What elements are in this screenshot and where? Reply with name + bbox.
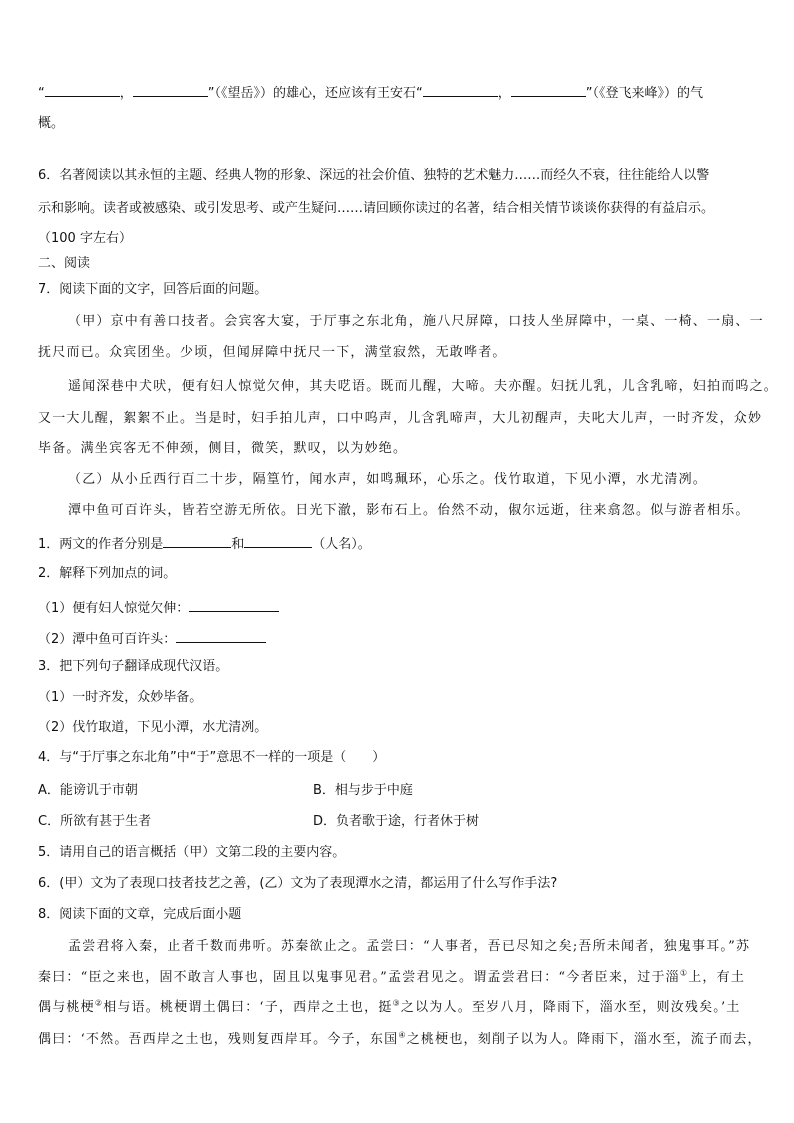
q6-line1: 6．名著阅读以其永恒的主题、经典人物的形象、深远的社会价值、独特的艺术魅力……而经久不衰，往往能给人以警: [38, 168, 710, 183]
q7-sub2-2: [38, 628, 266, 649]
fill-blank[interactable]: [133, 82, 208, 97]
jia-p2-l2: 又一大儿醒，絮絮不止。当是时，妇手拍儿声，口中呜声，儿含乳啼声，大儿初醒声，夫叱大儿声，一时齐发，众妙: [38, 411, 763, 426]
fill-blank[interactable]: [163, 533, 231, 548]
sub2-2-text: （2）潭中鱼可百许头：: [38, 632, 177, 647]
q6-line2: 示和影响。读者或被感染、或引发思考、或产生疑问……请回顾你读过的名著，结合相关情节谈谈你获得的有益启示。: [38, 201, 715, 216]
q8-l4: [38, 1031, 762, 1049]
fill-blank[interactable]: [244, 533, 312, 548]
q7-options-ab: [38, 782, 138, 800]
jia-p2-l3: 毕备。满坐宾客无不伸颈，侧目，微笑，默叹，以为妙绝。: [38, 441, 408, 456]
jia-p1-l2: 抚尺而已。众宾团坐。少顷，但闻屏障中抚尺一下，满堂寂然，无敢哗者。: [38, 345, 507, 360]
footnote-marker: ①: [679, 968, 689, 978]
sub1-text: 1．两文的作者分别是: [38, 537, 164, 552]
option-c[interactable]: C．所欲有甚于生者: [38, 814, 152, 829]
q8-l3-c: 之以为人。至岁八月，降雨下，淄水至，则汝残矣。’土: [400, 1000, 741, 1015]
q7-sub2: 2．解释下列加点的词。: [38, 566, 177, 581]
poem-fill-cont: 概。: [38, 116, 65, 131]
q7-sub1: [38, 533, 371, 554]
q8-l2: [38, 969, 745, 987]
yi-l2: 潭中鱼可百许头，皆若空游无所依。日光下澈，影布石上。佁然不动，俶尔远逝，往来翕忽。似与游者相乐。: [68, 503, 750, 518]
footnote-marker: ②: [94, 998, 104, 1008]
option-d[interactable]: D．负者歌于途，行者休于树: [313, 814, 480, 829]
footnote-marker: ④: [398, 1030, 407, 1040]
q7-sub5: 5．请用自己的语言概括（甲）文第二段的主要内容。: [38, 845, 346, 860]
q8-l4-a: 偶曰：‘不然。吾西岸之土也，残则复西岸耳。今子，东国: [38, 1032, 399, 1047]
q8-l2-end: 上，有土: [688, 970, 746, 985]
q8-l2-text: 秦曰：“臣之来也，固不敢言人事也，固且以鬼事见君。”孟尝君见之。谓孟尝君曰：“今者臣来，过于淄: [38, 970, 680, 985]
q8-l1: 孟尝君将入秦，止者千数而弗听。苏秦欲止之。孟尝曰：“人事者，吾已尽知之矣;吾所未闻者，独鬼事耳。”苏: [68, 939, 751, 954]
q8-title: 8．阅读下面的文章，完成后面小题: [38, 907, 242, 922]
fill-blank[interactable]: [189, 597, 279, 612]
q7-sub3: 3．把下列句子翻译成现代汉语。: [38, 659, 229, 674]
q6-line3: （100 字左右）: [38, 231, 132, 246]
poem-fill-line: [38, 82, 703, 103]
q7-sub6: 6．(甲）文为了表现口技者技艺之善，(乙）文为了表现潭水之清，都运用了什么写作手法?: [38, 876, 558, 891]
jia-p2-l1: 遥闻深巷中犬吠，便有妇人惊觉欠伸，其夫呓语。既而儿醒，大啼。夫亦醒。妇抚儿乳，儿含乳啼，妇拍而呜之。: [68, 379, 779, 394]
q8-l4-b: 之桃梗也，刻削子以为人。降雨下，淄水至，流子而去，: [406, 1032, 762, 1047]
q7-sub3-2: （2）伐竹取道，下见小潭，水尤清冽。: [38, 720, 268, 735]
q7-sub4: 4．与“于厅事之东北角”中“于”意思不一样的一项是（ ）: [38, 750, 386, 765]
comma: ，: [497, 86, 511, 101]
fill-blank[interactable]: [45, 82, 120, 97]
footnote-marker: ③: [392, 998, 401, 1008]
q8-l3: [38, 999, 741, 1017]
jia-p1-l1: （甲）京中有善口技者。会宾客大宴，于厅事之东北角，施八尺屏障，口技人坐屏障中，一桌、一椅、一扇、一: [68, 314, 764, 329]
option-a[interactable]: A．能谤讥于市朝: [38, 783, 138, 798]
fill-blank[interactable]: [511, 82, 586, 97]
poem-text: ”（《望岳》）的雄心，还应该有王安石“: [207, 86, 423, 101]
q8-l3-a: 偶与桃梗: [38, 1000, 95, 1015]
quote-open: “: [38, 86, 45, 101]
poem-text: ”（《登飞来峰》）的气: [585, 86, 704, 101]
q8-l3-b: 相与语。桃梗谓土偶曰：‘子，西岸之土也，挺: [103, 1000, 393, 1015]
q7-sub3-1: （1）一时齐发，众妙毕备。: [38, 690, 203, 705]
yi-l1: （乙）从小丘西行百二十步，隔篁竹，闻水声，如鸣珮环，心乐之。伐竹取道，下见小潭，水尤清冽。: [68, 472, 708, 487]
section-title: 二、阅读: [38, 256, 91, 271]
q7-sub2-1: [38, 597, 279, 618]
q7-title: 7．阅读下面的文字，回答后面的问题。: [38, 282, 268, 297]
fill-blank[interactable]: [423, 82, 498, 97]
sub1-and: 和: [231, 537, 245, 552]
fill-blank[interactable]: [176, 628, 266, 643]
sub1-end: （人名）。: [312, 537, 371, 552]
sub2-1-text: （1）便有妇人惊觉欠伸：: [38, 601, 190, 616]
option-b[interactable]: B．相与步于中庭: [313, 783, 413, 798]
comma: ，: [119, 86, 133, 101]
